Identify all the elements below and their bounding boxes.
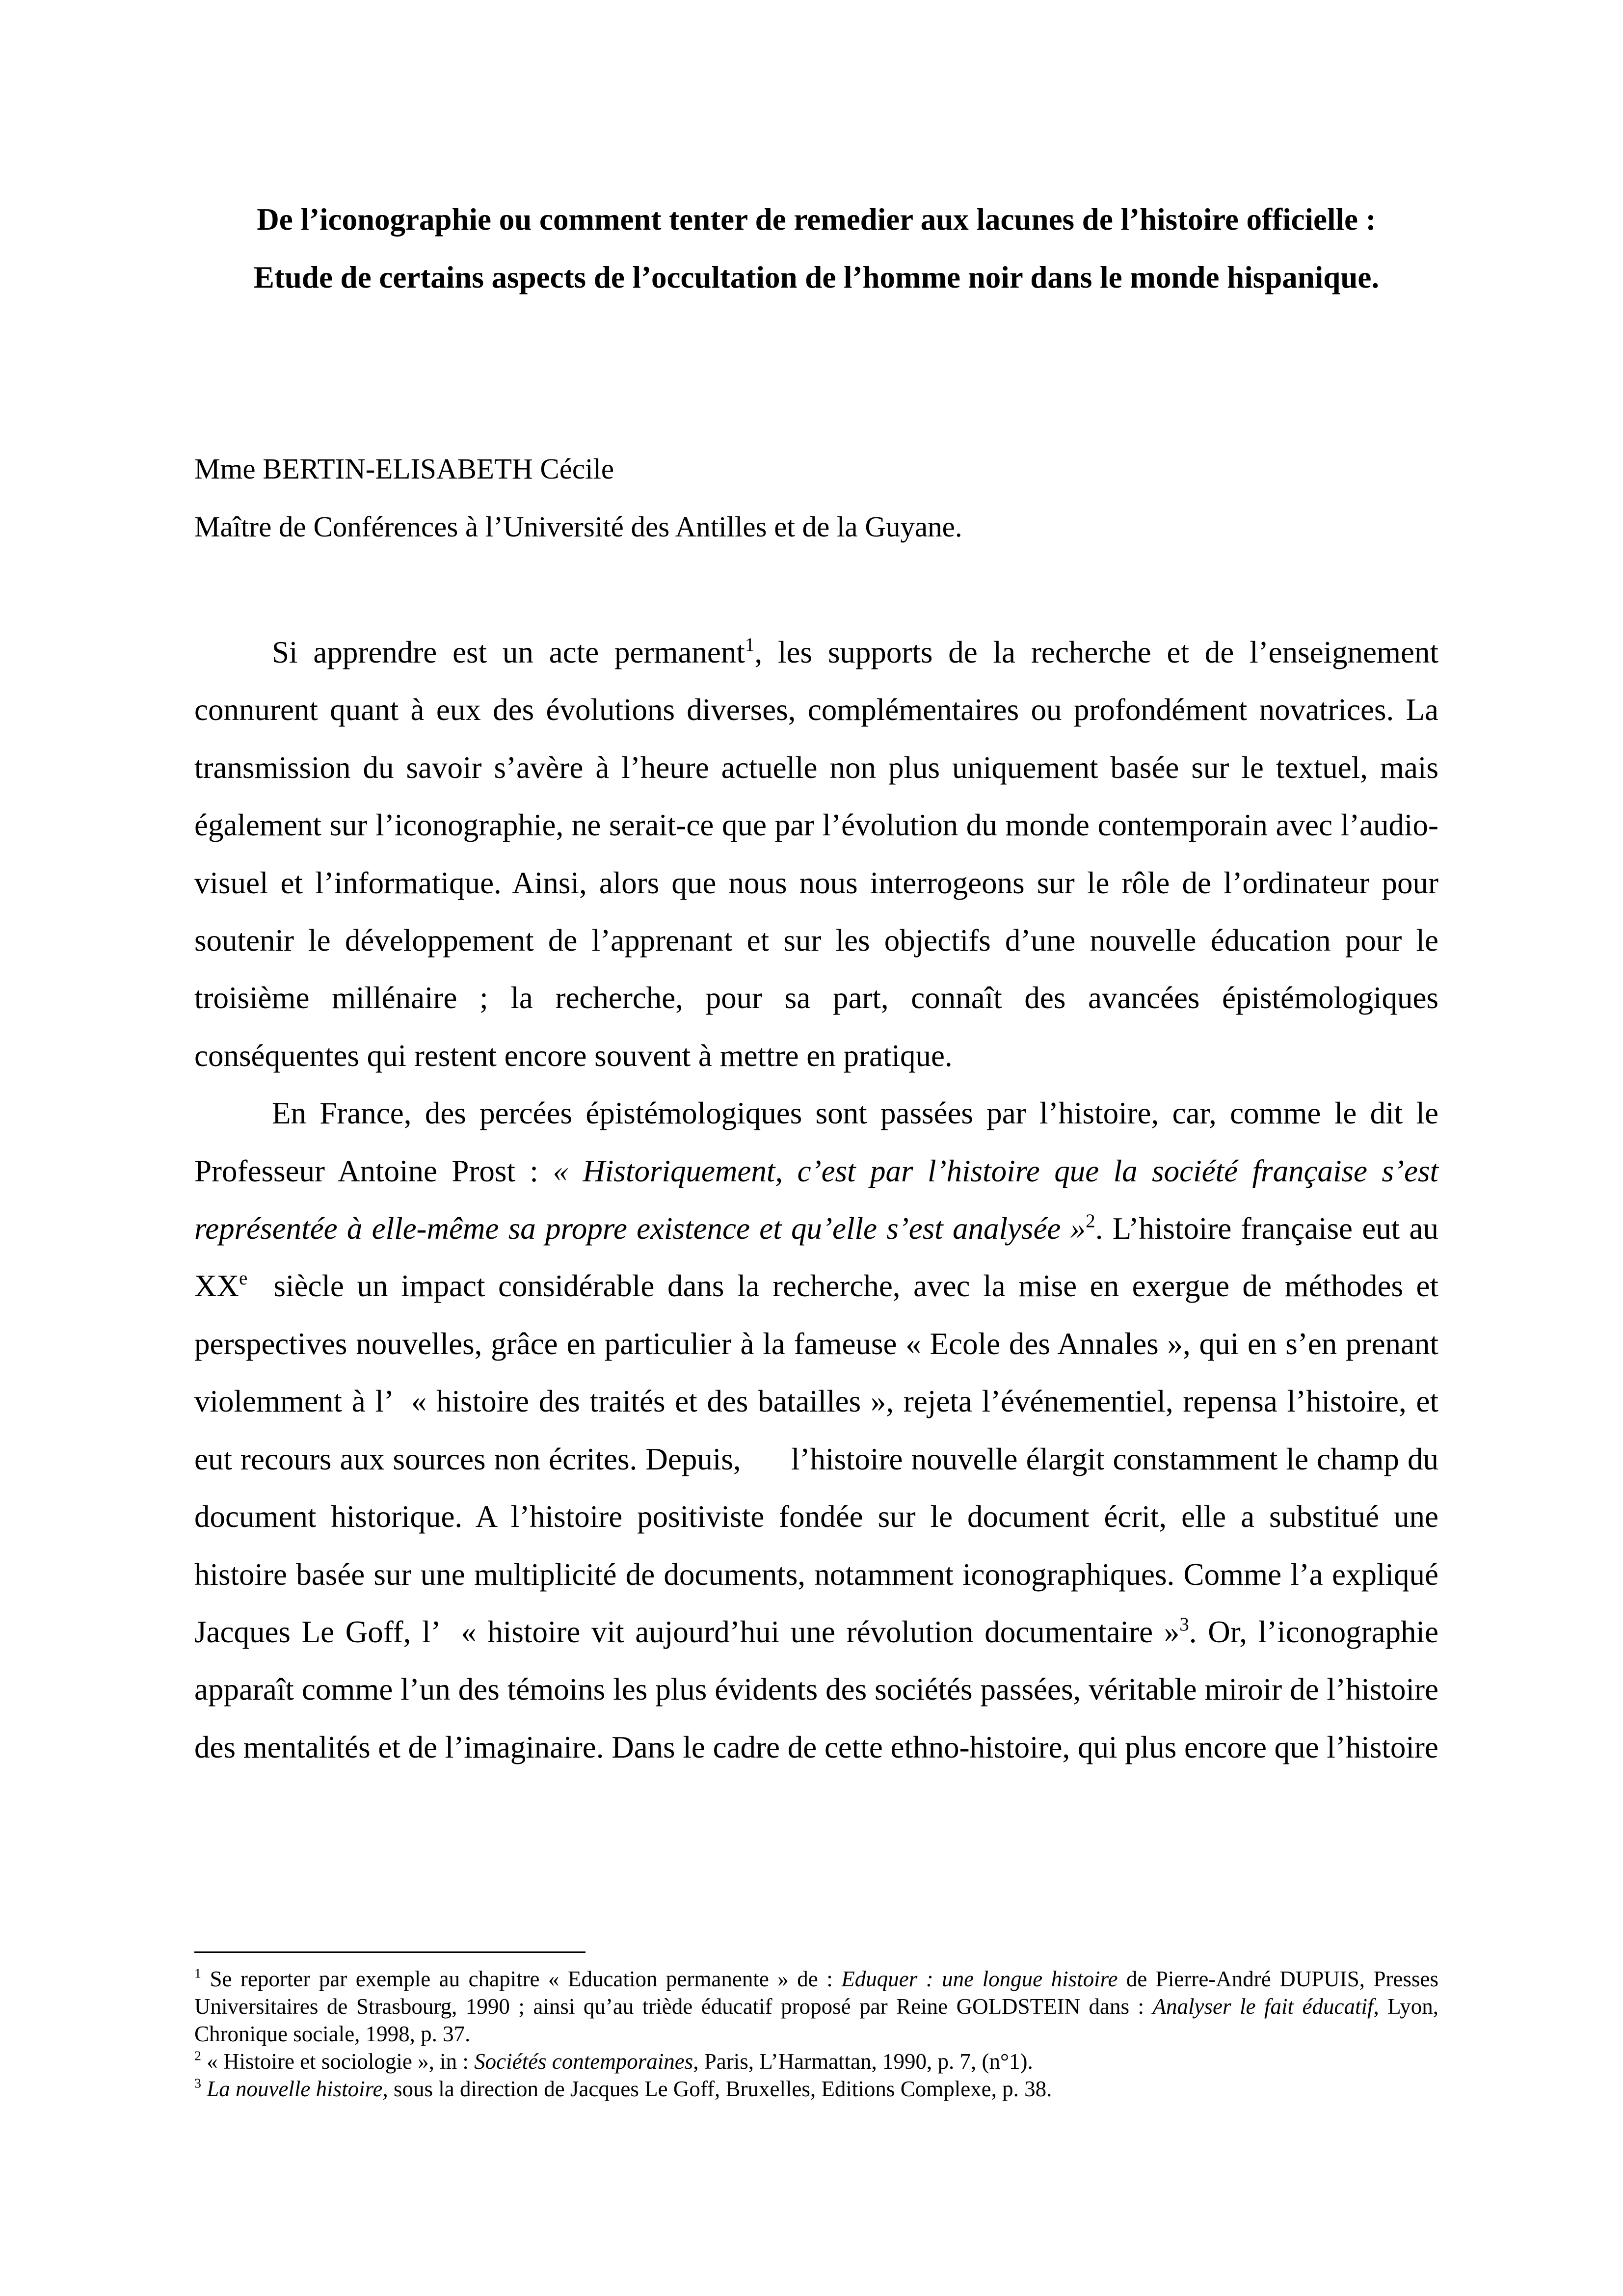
footnote-separator: [194, 1951, 585, 1953]
footnote-2-number: 2: [194, 2048, 201, 2064]
footnote-3-number: 3: [194, 2076, 201, 2091]
footnote-1-text-c: , Lyon, Chronique sociale, 1998, p. 37.: [194, 1994, 1438, 2046]
body-text: [194, 624, 1446, 1776]
footnote-ref-1: 1: [745, 634, 755, 655]
footnote-2: [194, 2048, 1438, 2075]
footnote-2-text-a: « Histoire et sociologie », in :: [201, 2049, 475, 2074]
paragraph-2: [194, 1085, 1446, 1776]
author-name: Mme BERTIN-ELISABETH Cécile: [194, 453, 614, 485]
footnote-1-text-b: de Pierre-André DUPUIS, Presses Universitaires de Strasbourg, 1990 ; ainsi qu’au trièdе éducatif proposé par Reine GOLDSTEIN dans :: [194, 1967, 1439, 2019]
footnote-1-italic-b: Analyser le fait éducatif: [1152, 1994, 1374, 2019]
footnote-3-text-b: sous la direction de Jacques Le Goff, Bruxelles, Editions Complexe, p. 38.: [388, 2077, 1052, 2101]
paragraph-2-text-a: En France, des percées épistémologiques sont passées par l’histoire, car, comme le dit le Professeur Antoine Prost :: [194, 1096, 1438, 1188]
article-title: [194, 190, 1438, 306]
footnote-3: [194, 2075, 1438, 2103]
author-affiliation: Maître de Conférences à l’Université des Antilles et de la Guyane.: [194, 510, 962, 543]
author-block: [194, 440, 1438, 556]
title-line-1: De l’iconographie ou comment tenter de remedier aux lacunes de l’histoire officielle :: [257, 202, 1376, 237]
footnotes: [194, 1965, 1438, 2103]
paragraph-2-text-b: . L’histoire française eut au XX: [194, 1211, 1439, 1304]
title-line-2: Etude de certains aspects de l’occultation de l’homme noir dans le monde hispanique.: [253, 260, 1380, 294]
century-superscript: e: [239, 1268, 248, 1289]
prost-quote: « Historiquement, c’est par l’histoire que la société française s’est représentée à elle-même sa propre existence et qu’elle s’est analysée »: [194, 1153, 1438, 1246]
footnote-1-number: 1: [194, 1966, 201, 1981]
footnote-2-text-b: , Paris, L’Harmattan, 1990, p. 7, (n°1).: [693, 2049, 1033, 2074]
footnote-ref-3: 3: [1179, 1613, 1189, 1635]
footnote-ref-2: 2: [1086, 1210, 1095, 1231]
paragraph-1-text-a: Si apprendre est un acte permanent: [272, 635, 745, 669]
footnote-1-italic-a: Eduquer : une longue histoire: [841, 1967, 1118, 1991]
paragraph-1-text-b: , les supports de la recherche et de l’enseignement connurent quant à eux des évolutions diverses, complémentaires ou profondément novatrices. La transmission du savoir s’avère à l’heure actuelle non plus uniquement basée sur le textuel, mais également sur l’iconographie, ne serait-ce que par l’évolution du monde contemporain avec l’audio-visuel et l’informatique. Ainsi, alors que nous nous interrogeons sur le rôle de l’ordinateur pour soutenir le développement de l’apprenant et sur les objectifs d’une nouvelle éducation pour le troisième millénaire ; la recherche, pour sa part, connaît des avancées épistémologiques conséquentes qui restent encore souvent à mettre en pratique.: [194, 635, 1438, 1073]
footnote-3-italic-a: La nouvelle histoire,: [207, 2077, 388, 2101]
footnote-2-italic-a: Sociétés contemporaines: [474, 2049, 693, 2074]
footnote-1: [194, 1965, 1438, 2048]
footnote-3-text-a: [201, 2077, 207, 2101]
paragraph-2-text-c: siècle un impact considérable dans la recherche, avec la mise en exergue de méthodes et perspectives nouvelles, grâce en particulier à la fameuse « Ecole des Annales », qui en s’en prenant violemment à l’ « histoire des traités et des batailles », rejeta l’événementiel, repensa l’histoire, et eut recours aux sources non écrites. Depuis, l’histoire nouvelle élargit constamment le champ du document historique. A l’histoire positiviste fondée sur le document écrit, elle a substitué une histoire basée sur une multiplicité de documents, notamment iconographiques. Comme l’a expliqué Jacques Le Goff, l’ « histoire vit aujourd’hui une révolution documentaire »: [194, 1269, 1446, 1649]
paragraph-2-text-d: . Or, l’iconographie apparaît comme l’un des témoins les plus évidents des sociétés passées, véritable miroir de l’histoire des mentalités et de l’imaginaire. Dans le cadre de cette ethno-histoire, qui plus encore que l’histoire: [194, 1614, 1438, 1764]
paragraph-1: [194, 624, 1438, 1085]
footnote-1-text-a: Se reporter par exemple au chapitre « Education permanente » de :: [201, 1967, 842, 1991]
